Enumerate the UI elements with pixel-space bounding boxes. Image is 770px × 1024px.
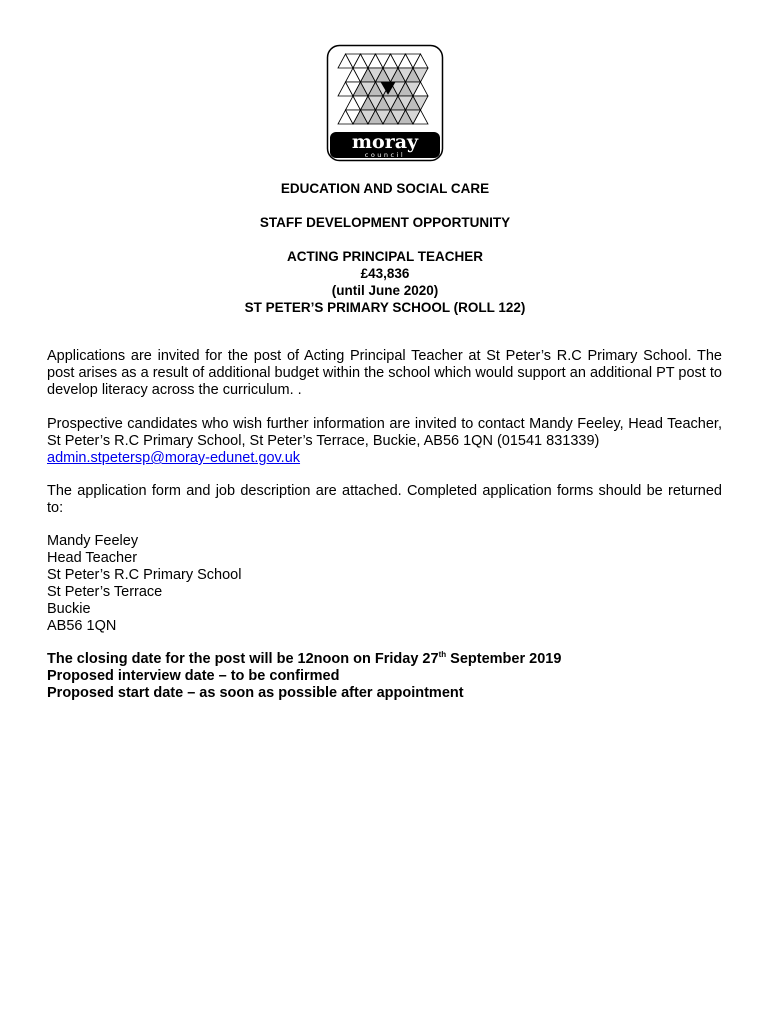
closing-date-suffix: September 2019 xyxy=(446,651,562,667)
closing-date-prefix: The closing date for the post will be 12noon on Friday 27 xyxy=(47,651,439,667)
closing-date-ordinal: th xyxy=(438,650,447,660)
address-school: St Peter’s R.C Primary School xyxy=(47,567,242,583)
school-heading: ST PETER’S PRIMARY SCHOOL (ROLL 122) xyxy=(244,300,526,315)
address-role: Head Teacher xyxy=(47,550,138,566)
address-name: Mandy Feeley xyxy=(47,533,139,549)
contact-paragraph xyxy=(47,416,722,467)
address-town: Buckie xyxy=(47,601,91,617)
intro-paragraph: Applications are invited for the post of Acting Principal Teacher at St Peter’s R.C Primary School. The post arises as a result of additional budget within the school which would support an additional PT post to develop literacy across the curriculum. . xyxy=(47,348,722,398)
address-street: St Peter’s Terrace xyxy=(47,584,163,600)
department-heading: EDUCATION AND SOCIAL CARE xyxy=(280,181,490,196)
moray-council-logo xyxy=(326,44,444,162)
return-address xyxy=(47,533,241,635)
opportunity-heading: STAFF DEVELOPMENT OPPORTUNITY xyxy=(259,215,511,230)
application-paragraph: The application form and job description are attached. Completed application forms should be returned to: xyxy=(47,483,722,516)
logo-wordmark: moray xyxy=(351,131,419,153)
interview-date: Proposed interview date – to be confirmed xyxy=(47,668,340,684)
duration: (until June 2020) xyxy=(331,283,439,298)
contact-text: Prospective candidates who wish further information are invited to contact Mandy Feeley, Head Teacher, St Peter’s R.C Primary School, St Peter’s Terrace, Buckie, AB56 1QN (01541 831339) xyxy=(47,416,722,449)
logo-subtext: council xyxy=(364,151,406,159)
closing-details xyxy=(47,651,561,702)
moray-council-logo-graphic xyxy=(326,44,444,162)
post-title: ACTING PRINCIPAL TEACHER xyxy=(286,249,483,264)
start-date: Proposed start date – as soon as possible after appointment xyxy=(47,685,464,701)
contact-email-link[interactable]: admin.stpetersp@moray-edunet.gov.uk xyxy=(47,450,301,466)
closing-date xyxy=(47,651,561,668)
salary: £43,836 xyxy=(360,266,410,281)
post-title-block xyxy=(0,248,770,316)
address-postcode: AB56 1QN xyxy=(47,618,117,634)
